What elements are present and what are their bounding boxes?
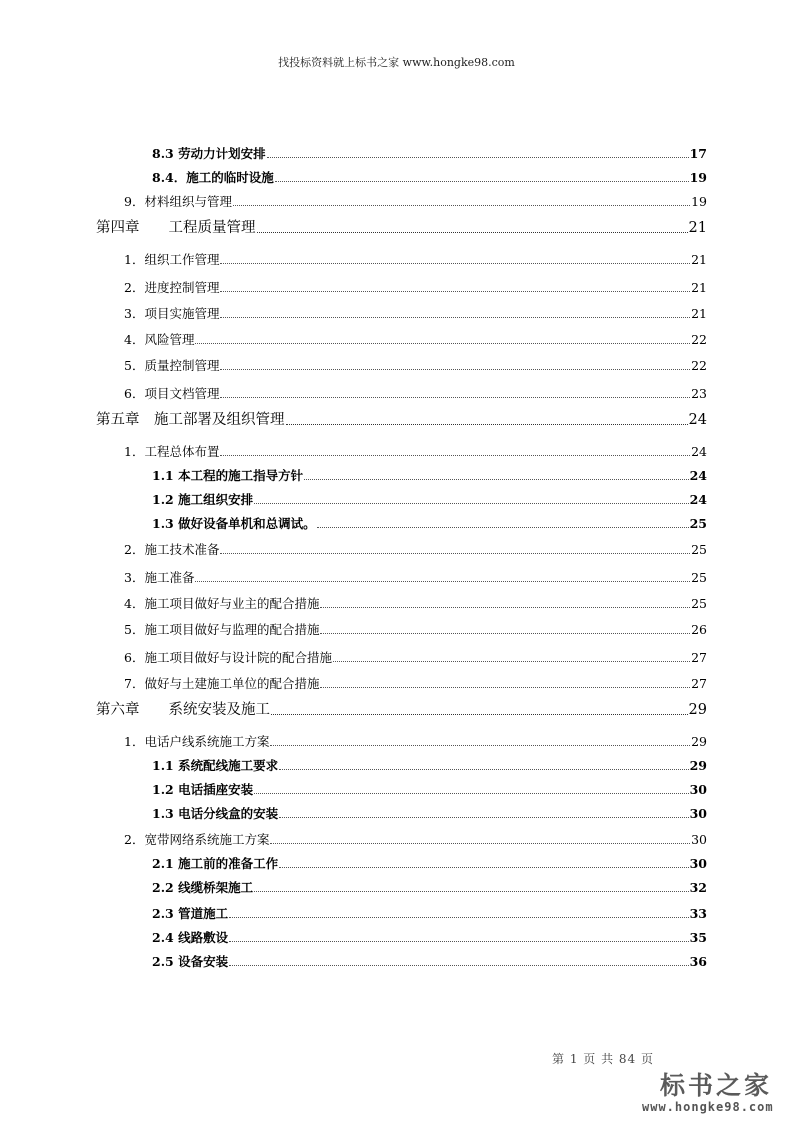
toc-entry-page-number: 21 <box>691 306 707 321</box>
toc-entry-title: 3．项目实施管理 <box>124 306 220 321</box>
toc-entry-title: 2.5 设备安装 <box>152 954 229 969</box>
toc-entry-title: 2．宽带网络系统施工方案 <box>124 832 270 847</box>
toc-entry-page-number: 17 <box>689 146 707 161</box>
toc-entry-title: 1.1 系统配线施工要求 <box>152 758 279 773</box>
toc-entry-title: 第四章 工程质量管理 <box>96 220 256 236</box>
toc-entry[interactable] <box>124 192 707 210</box>
toc-entry[interactable] <box>152 854 707 872</box>
toc-entry-title: 8.4．施工的临时设施 <box>152 170 274 185</box>
toc-entry[interactable] <box>124 356 707 374</box>
dot-leader <box>286 424 688 425</box>
toc-entry-page-number: 30 <box>689 782 707 797</box>
toc-entry-page-number: 21 <box>691 252 707 267</box>
dot-leader <box>220 263 690 264</box>
page-header: 找投标资料就上标书之家 www.hongke98.com <box>278 56 515 69</box>
toc-entry[interactable] <box>124 250 707 268</box>
toc-entry-title: 6．施工项目做好与设计院的配合措施 <box>124 650 332 665</box>
toc-entry[interactable] <box>152 144 707 162</box>
toc-entry[interactable] <box>96 408 707 429</box>
toc-entry[interactable] <box>124 330 707 348</box>
dot-leader <box>279 817 688 818</box>
dot-leader <box>220 317 690 318</box>
dot-leader <box>254 891 688 892</box>
toc-entry-title: 2.4 线路敷设 <box>152 930 229 945</box>
page-number-footer: 第 1 页 共 84 页 <box>552 1052 654 1066</box>
toc-entry-page-number: 24 <box>691 444 707 459</box>
toc-entry[interactable] <box>124 304 707 322</box>
toc-entry-page-number: 29 <box>688 702 707 718</box>
toc-entry[interactable] <box>124 830 707 848</box>
toc-entry[interactable] <box>152 928 707 946</box>
dot-leader <box>275 181 689 182</box>
toc-entry[interactable] <box>124 540 707 558</box>
toc-entry-title: 1.2 电话插座安装 <box>152 782 254 797</box>
toc-entry-title: 1．电话户线系统施工方案 <box>124 734 270 749</box>
toc-entry[interactable] <box>152 466 707 484</box>
toc-entry-page-number: 35 <box>689 930 707 945</box>
toc-entry-title: 2.1 施工前的准备工作 <box>152 856 279 871</box>
toc-entry-title: 4．风险管理 <box>124 332 195 347</box>
toc-entry[interactable] <box>124 568 707 586</box>
toc-entry-page-number: 26 <box>691 622 707 637</box>
toc-entry[interactable] <box>152 780 707 798</box>
toc-entry-page-number: 27 <box>691 676 707 691</box>
toc-entry-title: 第五章 施工部署及组织管理 <box>96 412 285 428</box>
toc-entry[interactable] <box>124 674 707 692</box>
toc-entry[interactable] <box>152 168 707 186</box>
toc-entry-title: 1.2 施工组织安排 <box>152 492 254 507</box>
dot-leader <box>267 157 689 158</box>
toc-entry-title: 2．施工技术准备 <box>124 542 220 557</box>
toc-entry-page-number: 19 <box>689 170 707 185</box>
toc-entry[interactable] <box>96 698 707 719</box>
toc-entry[interactable] <box>96 216 707 237</box>
dot-leader <box>279 867 688 868</box>
toc-entry-page-number: 22 <box>691 332 707 347</box>
dot-leader <box>304 479 688 480</box>
toc-entry-page-number: 36 <box>689 954 707 969</box>
toc-entry-page-number: 33 <box>689 906 707 921</box>
toc-entry[interactable] <box>124 278 707 296</box>
dot-leader <box>320 687 690 688</box>
toc-entry[interactable] <box>152 878 707 896</box>
toc-entry[interactable] <box>124 620 707 638</box>
dot-leader <box>333 661 690 662</box>
toc-entry-page-number: 27 <box>691 650 707 665</box>
toc-entry[interactable] <box>152 756 707 774</box>
toc-entry-page-number: 24 <box>689 468 707 483</box>
toc-entry-title: 1．组织工作管理 <box>124 252 220 267</box>
dot-leader <box>229 941 688 942</box>
toc-entry[interactable] <box>152 804 707 822</box>
dot-leader <box>317 527 689 528</box>
dot-leader <box>320 607 690 608</box>
toc-entry-page-number: 23 <box>691 386 707 401</box>
dot-leader <box>229 965 688 966</box>
toc-entry-page-number: 19 <box>691 194 707 209</box>
toc-entry-title: 8.3 劳动力计划安排 <box>152 146 266 161</box>
toc-entry-page-number: 21 <box>688 220 707 236</box>
toc-entry-page-number: 25 <box>689 516 707 531</box>
toc-entry[interactable] <box>152 514 707 532</box>
toc-entry-page-number: 30 <box>689 806 707 821</box>
dot-leader <box>270 843 690 844</box>
dot-leader <box>233 205 690 206</box>
toc-entry-page-number: 29 <box>689 758 707 773</box>
toc-entry-title: 2．进度控制管理 <box>124 280 220 295</box>
toc-entry[interactable] <box>124 594 707 612</box>
toc-entry-page-number: 29 <box>691 734 707 749</box>
dot-leader <box>254 793 688 794</box>
toc-entry-page-number: 24 <box>689 492 707 507</box>
toc-entry-title: 7．做好与土建施工单位的配合措施 <box>124 676 320 691</box>
toc-entry[interactable] <box>152 490 707 508</box>
toc-entry-page-number: 25 <box>691 596 707 611</box>
toc-entry-page-number: 30 <box>689 856 707 871</box>
toc-entry-page-number: 30 <box>691 832 707 847</box>
dot-leader <box>257 232 688 233</box>
dot-leader <box>220 291 690 292</box>
toc-entry-title: 1.3 电话分线盒的安装 <box>152 806 279 821</box>
dot-leader <box>270 745 690 746</box>
toc-entry-title: 3．施工准备 <box>124 570 195 585</box>
toc-entry[interactable] <box>152 904 707 922</box>
toc-entry-title: 4．施工项目做好与业主的配合措施 <box>124 596 320 611</box>
toc-entry-title: 第六章 系统安装及施工 <box>96 702 270 718</box>
toc-entry-page-number: 24 <box>688 412 707 428</box>
toc-entry-title: 5．质量控制管理 <box>124 358 220 373</box>
dot-leader <box>195 343 690 344</box>
toc-entry-page-number: 21 <box>691 280 707 295</box>
dot-leader <box>254 503 688 504</box>
brand-url: www.hongke98.com <box>642 1100 774 1114</box>
toc-entry[interactable] <box>124 384 707 402</box>
toc-entry[interactable] <box>124 732 707 750</box>
toc-entry[interactable] <box>124 648 707 666</box>
toc-entry-title: 2.2 线缆桥架施工 <box>152 880 254 895</box>
dot-leader <box>279 769 688 770</box>
toc-entry-page-number: 25 <box>691 542 707 557</box>
dot-leader <box>220 553 690 554</box>
dot-leader <box>195 581 690 582</box>
toc-entry[interactable] <box>152 952 707 970</box>
dot-leader <box>271 714 688 715</box>
toc-entry-page-number: 32 <box>689 880 707 895</box>
toc-entry-title: 5．施工项目做好与监理的配合措施 <box>124 622 320 637</box>
dot-leader <box>229 917 688 918</box>
toc-entry-title: 1.3 做好设备单机和总调试。 <box>152 516 316 531</box>
toc-entry-page-number: 22 <box>691 358 707 373</box>
toc-entry-title: 1．工程总体布置 <box>124 444 220 459</box>
toc-entry-title: 6．项目文档管理 <box>124 386 220 401</box>
toc-entry-page-number: 25 <box>691 570 707 585</box>
dot-leader <box>220 397 690 398</box>
dot-leader <box>320 633 690 634</box>
brand-logo-text: 标书之家 <box>660 1071 773 1100</box>
dot-leader <box>220 455 690 456</box>
toc-entry-title: 2.3 管道施工 <box>152 906 229 921</box>
toc-entry-title: 9．材料组织与管理 <box>124 194 232 209</box>
toc-entry-title: 1.1 本工程的施工指导方针 <box>152 468 304 483</box>
dot-leader <box>220 369 690 370</box>
toc-entry[interactable] <box>124 442 707 460</box>
